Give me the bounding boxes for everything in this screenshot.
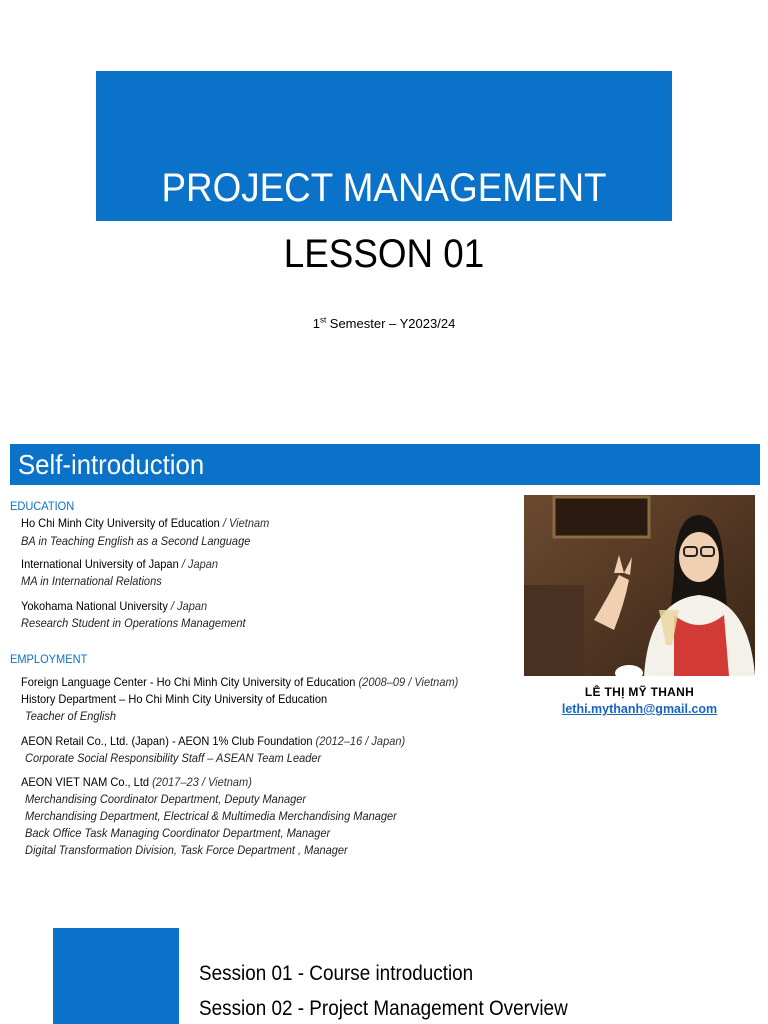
school-location: / Japan xyxy=(178,557,219,571)
lesson-title: LESSON 01 xyxy=(283,232,485,276)
accent-block xyxy=(53,928,179,1024)
education-entry xyxy=(21,598,207,615)
degree-detail: MA in International Relations xyxy=(21,574,162,588)
session-item: Session 02 - Project Management Overview xyxy=(199,997,568,1020)
employer-period: (2008–09 / Vietnam) xyxy=(355,675,459,689)
employer-name: AEON Retail Co., Ltd. (Japan) - AEON 1% Club Foundation xyxy=(21,734,313,748)
person-name: LÊ THỊ MỸ THANH xyxy=(584,685,695,699)
school-location: / Japan xyxy=(167,599,208,613)
education-entry xyxy=(21,556,218,573)
semester-superscript: st xyxy=(319,315,327,325)
employment-entry xyxy=(21,674,458,691)
profile-photo-illustration xyxy=(524,495,755,676)
intro-heading: Self-introduction xyxy=(18,449,205,480)
semester-number: 1 xyxy=(312,316,320,331)
job-detail: Digital Transformation Division, Task Force Department , Manager xyxy=(25,843,348,857)
school-name: Yokohama National University xyxy=(21,599,168,613)
job-detail: Corporate Social Responsibility Staff – ASEAN Team Leader xyxy=(25,751,322,765)
employer-period: (2012–16 / Japan) xyxy=(312,734,406,748)
job-detail: Merchandising Department, Electrical & Multimedia Merchandising Manager xyxy=(25,809,397,823)
school-location: / Vietnam xyxy=(219,516,270,530)
employment-entry xyxy=(21,733,405,750)
education-entry xyxy=(21,515,269,532)
semester-line xyxy=(0,316,768,331)
employment-heading: EMPLOYMENT xyxy=(10,652,88,666)
semester-text: Semester – Y2023/24 xyxy=(326,316,456,331)
degree-detail: BA in Teaching English as a Second Language xyxy=(21,534,251,548)
school-name: International University of Japan xyxy=(21,557,179,571)
degree-detail: Research Student in Operations Management xyxy=(21,616,246,630)
title-band xyxy=(96,71,672,221)
job-detail: Back Office Task Managing Coordinator Department, Manager xyxy=(25,826,331,840)
employer-period: (2017–23 / Vietnam) xyxy=(149,775,252,789)
employment-entry xyxy=(21,774,252,791)
email-link[interactable]: lethi.mythanh@gmail.com xyxy=(561,702,718,716)
employer-name: AEON VIET NAM Co., Ltd xyxy=(21,775,150,789)
session-item: Session 01 - Course introduction xyxy=(199,962,474,985)
intro-header-bar xyxy=(10,444,760,485)
profile-photo xyxy=(524,495,755,676)
page-title: PROJECT MANAGEMENT xyxy=(161,166,607,210)
employer-name: History Department – Ho Chi Minh City University of Education xyxy=(21,692,328,706)
employer-name: Foreign Language Center - Ho Chi Minh City University of Education xyxy=(21,675,356,689)
school-name: Ho Chi Minh City University of Education xyxy=(21,516,220,530)
employment-entry xyxy=(21,691,327,708)
job-detail: Merchandising Coordinator Department, Deputy Manager xyxy=(25,792,307,806)
job-detail: Teacher of English xyxy=(25,709,117,723)
education-heading: EDUCATION xyxy=(10,499,75,513)
